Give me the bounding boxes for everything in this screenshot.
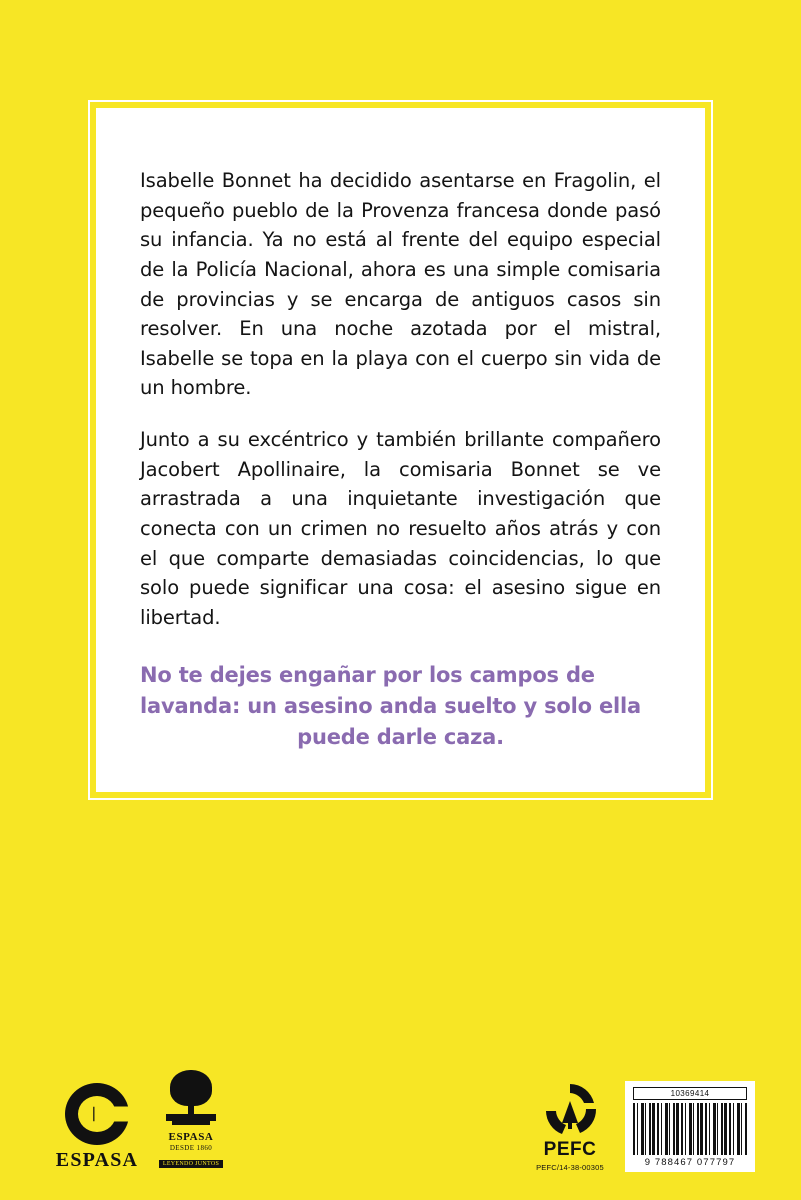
barcode-isbn-digits: 9 788467 077797 bbox=[644, 1157, 736, 1168]
footer-logo-bar bbox=[0, 1040, 801, 1200]
tagline-line-1: No te dejes engañar por los campos de bbox=[140, 663, 595, 688]
barcode bbox=[625, 1081, 755, 1172]
pefc-code: PEFC/14-38-00305 bbox=[536, 1163, 604, 1172]
pefc-certification-logo bbox=[528, 1081, 612, 1172]
pefc-wordmark: PEFC bbox=[543, 1139, 597, 1160]
barcode-bars bbox=[633, 1103, 747, 1155]
espasa-imprint-logo bbox=[152, 1070, 230, 1170]
tagline-line-3: puede darle caza. bbox=[297, 724, 504, 749]
blurb-paragraph-2: Junto a su excéntrico y también brillante compañero Jacobert Apollinaire, la comisaria Bonnet se ve arrastrada a una inquietante investigación que conecta con un crimen no resuelto años atrás y con el que comparte demasiadas coincidencias, lo que solo puede significar una cosa: el asesino sigue en libertad. bbox=[140, 428, 661, 629]
blurb-frame bbox=[88, 100, 713, 800]
barcode-internal-code: 10369414 bbox=[633, 1087, 747, 1100]
imprint-name: ESPASA bbox=[168, 1131, 214, 1143]
espasa-publisher-logo bbox=[55, 1083, 139, 1172]
tree-icon bbox=[164, 1070, 218, 1128]
espasa-wordmark: ESPASA bbox=[55, 1149, 139, 1171]
blurb-tagline bbox=[140, 660, 661, 752]
imprint-motto: LEYENDO JUNTOS bbox=[159, 1160, 223, 1168]
espasa-e-icon bbox=[65, 1083, 129, 1145]
imprint-since: DESDE 1860 bbox=[169, 1144, 213, 1152]
blurb-paragraph-1: Isabelle Bonnet ha decidido asentarse en Fragolin, el pequeño pueblo de la Provenza francesa donde pasó su infancia. Ya no está al frente del equipo especial de la Policía Nacional, ahora es una simple comisaria de provincias y se encarga de antiguos casos sin resolver. En una noche azotada por el mistral, Isabelle se topa en la playa con el cuerpo sin vida de un hombre. bbox=[140, 169, 661, 400]
pefc-tree-icon bbox=[540, 1081, 600, 1137]
tagline-line-2: lavanda: un asesino anda suelto y solo ella bbox=[140, 694, 641, 719]
blurb-panel bbox=[96, 108, 705, 792]
